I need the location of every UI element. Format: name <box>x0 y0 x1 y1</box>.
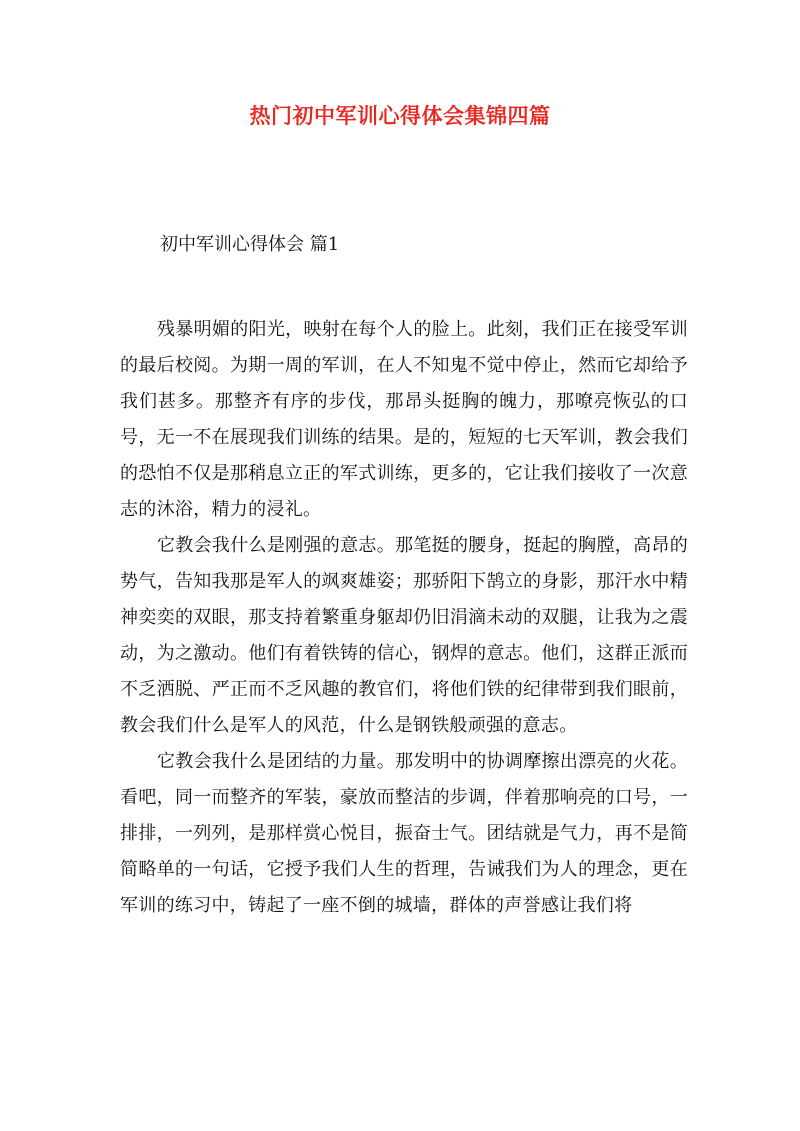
paragraph: 残暴明媚的阳光，映射在每个人的脸上。此刻，我们正在接受军训的最后校阅。为期一周的军训，在人不知鬼不觉中停止，然而它却给予我们甚多。那整齐有序的步伐，那昂头挺胸的魄力，那嘹亮恢弘的口号，无一不在展现我们训练的结果。是的，短短的七天军训，教会我们的恐怕不仅是那稍息立正的军式训练，更多的，它让我们接收了一次意志的沐浴，精力的浸礼。 <box>120 319 688 520</box>
paragraph: 它教会我什么是团结的力量。那发明中的协调摩擦出漂亮的火花。看吧，同一而整齐的军装，豪放而整洁的步调，伴着那响亮的口号，一排排，一列列，是那样赏心悦目，振奋士气。团结就是气力，再不是简简略单的一句话，它授予我们人生的哲理，告诫我们为人的理念，更在军训的练习中，铸起了一座不倒的城墙，群体的声誉感让我们将 <box>120 751 688 916</box>
body-text <box>120 312 688 924</box>
paragraph: 它教会我什么是刚强的意志。那笔挺的腰身，挺起的胸膛，高昂的势气，告知我那是军人的飒爽雄姿；那骄阳下鹄立的身影，那汗水中精神奕奕的双眼，那支持着繁重身躯却仍旧涓滴未动的双腿，让我为之震动，为之激动。他们有着铁铸的信心，钢焊的意志。他们，这群正派而不乏洒脱、严正而不乏风趣的教官们，将他们铁的纪律带到我们眼前，教会我们什么是军人的风范，什么是钢铁般顽强的意志。 <box>120 535 688 736</box>
section-heading: 初中军训心得体会 篇1 <box>160 234 340 255</box>
document-title: 热门初中军训心得体会集锦四篇 <box>249 103 551 128</box>
